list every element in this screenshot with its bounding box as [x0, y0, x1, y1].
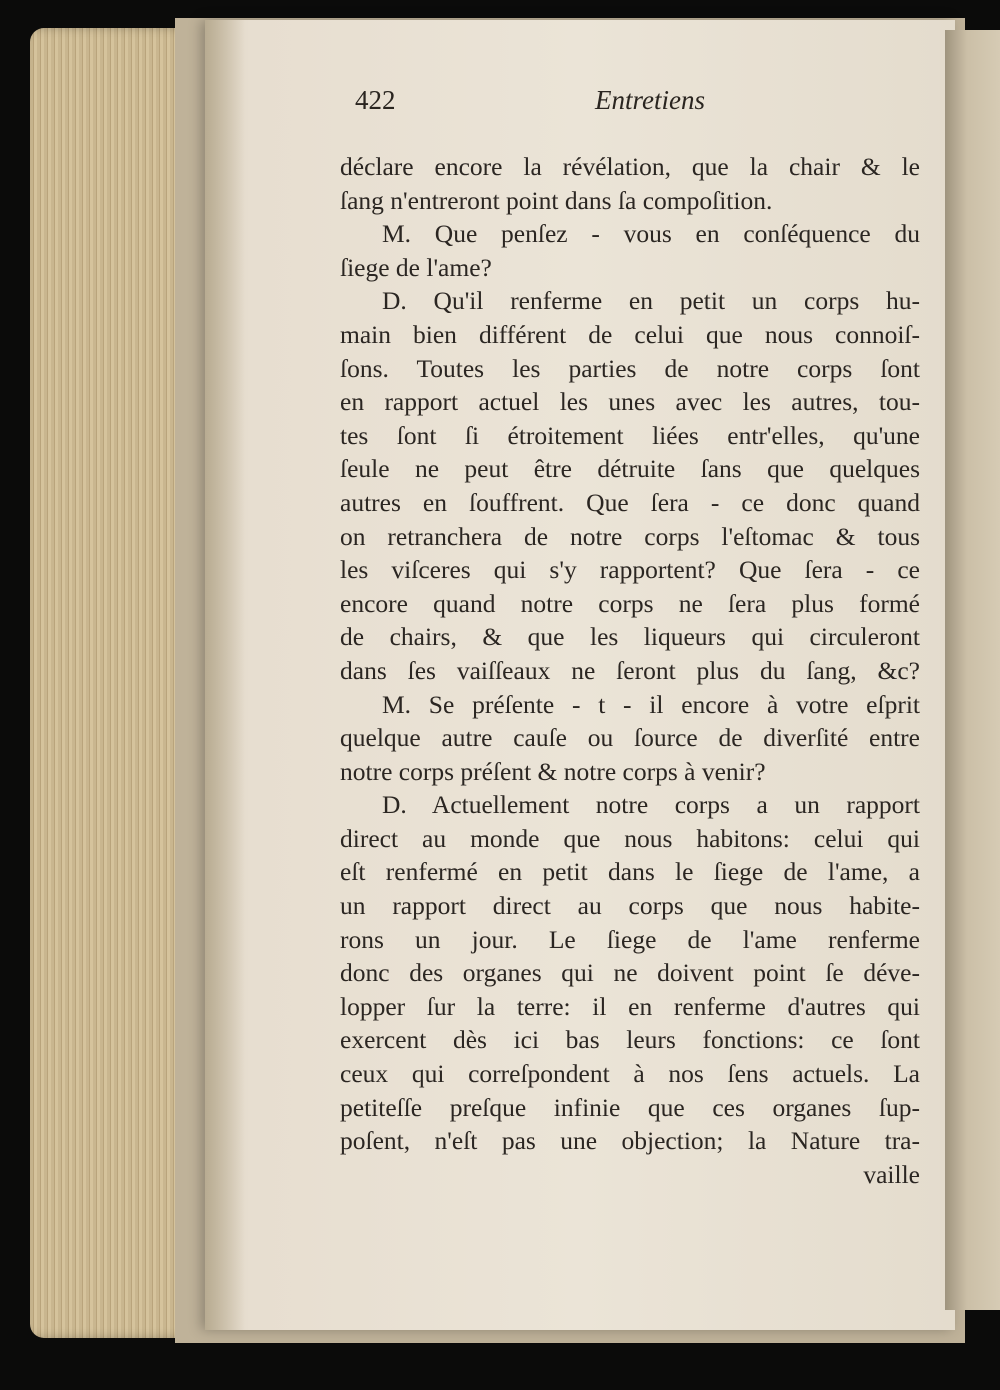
- text-line: direct au monde que nous habitons: celui qui: [340, 823, 920, 853]
- text-line: donc des organes qui ne doivent point ſe déve-: [340, 958, 920, 988]
- text-line: exercent dès ici bas leurs fonctions: ce ſont: [340, 1025, 920, 1055]
- text-line: un rapport direct au corps que nous habite-: [340, 891, 920, 921]
- text-line: de chairs, & que les liqueurs qui circuleront: [340, 622, 920, 652]
- text-line: en rapport actuel les unes avec les autres, tou-: [340, 387, 920, 417]
- text-line: M. Se préſente - t - il encore à votre eſprit: [382, 689, 920, 719]
- text-line: tes ſont ſi étroitement liées entr'elles, qu'une: [340, 420, 920, 450]
- text-line: ſang n'entreront point dans ſa compoſition.: [340, 185, 773, 215]
- text-line: les viſceres qui s'y rapportent? Que ſera - ce: [340, 555, 920, 585]
- text-line: notre corps préſent & notre corps à venir?: [340, 756, 766, 786]
- text-line: encore quand notre corps ne ſera plus formé: [340, 588, 920, 618]
- text-line: ſiege de l'ame?: [340, 252, 492, 282]
- text-line: ſeule ne peut être détruite ſans que quelques: [340, 454, 920, 484]
- text-line: D. Actuellement notre corps a un rapport: [382, 790, 920, 820]
- text-line: eſt renfermé en petit dans le ſiege de l'ame, a: [340, 857, 920, 887]
- text-line: ceux qui correſpondent à nos ſens actuels. La: [340, 1059, 920, 1089]
- text-line: on retranchera de notre corps l'eſtomac & tous: [340, 521, 920, 551]
- page-header: [355, 85, 915, 125]
- running-title: Entretiens: [595, 85, 705, 115]
- facing-page-edge: [945, 30, 1000, 1310]
- body-text: [340, 150, 920, 1191]
- text-line: M. Que penſez - vous en conſéquence du: [382, 219, 920, 249]
- text-line: ſons. Toutes les parties de notre corps ſont: [340, 353, 920, 383]
- text-line: autres en ſouffrent. Que ſera - ce donc quand: [340, 487, 920, 517]
- text-line: déclare encore la révélation, que la chair & le: [340, 152, 920, 181]
- text-line: D. Qu'il renferme en petit un corps hu-: [382, 286, 920, 316]
- text-line: quelque autre cauſe ou ſource de diverſité entre: [340, 723, 920, 753]
- page-number: 422: [355, 85, 396, 115]
- text-line: lopper ſur la terre: il en renferme d'autres qui: [340, 991, 920, 1021]
- text-line: poſent, n'eſt pas une objection; la Nature tra-: [340, 1126, 920, 1156]
- catchword: vaille: [863, 1159, 920, 1189]
- text-line: main bien différent de celui que nous connoiſ-: [340, 319, 920, 349]
- text-line: rons un jour. Le ſiege de l'ame renferme: [340, 924, 920, 954]
- text-line: dans ſes vaiſſeaux ne ſeront plus du ſang, &c?: [340, 655, 920, 685]
- text-line: petiteſſe preſque infinie que ces organes ſup-: [340, 1092, 920, 1122]
- page-gutter: [205, 20, 245, 1330]
